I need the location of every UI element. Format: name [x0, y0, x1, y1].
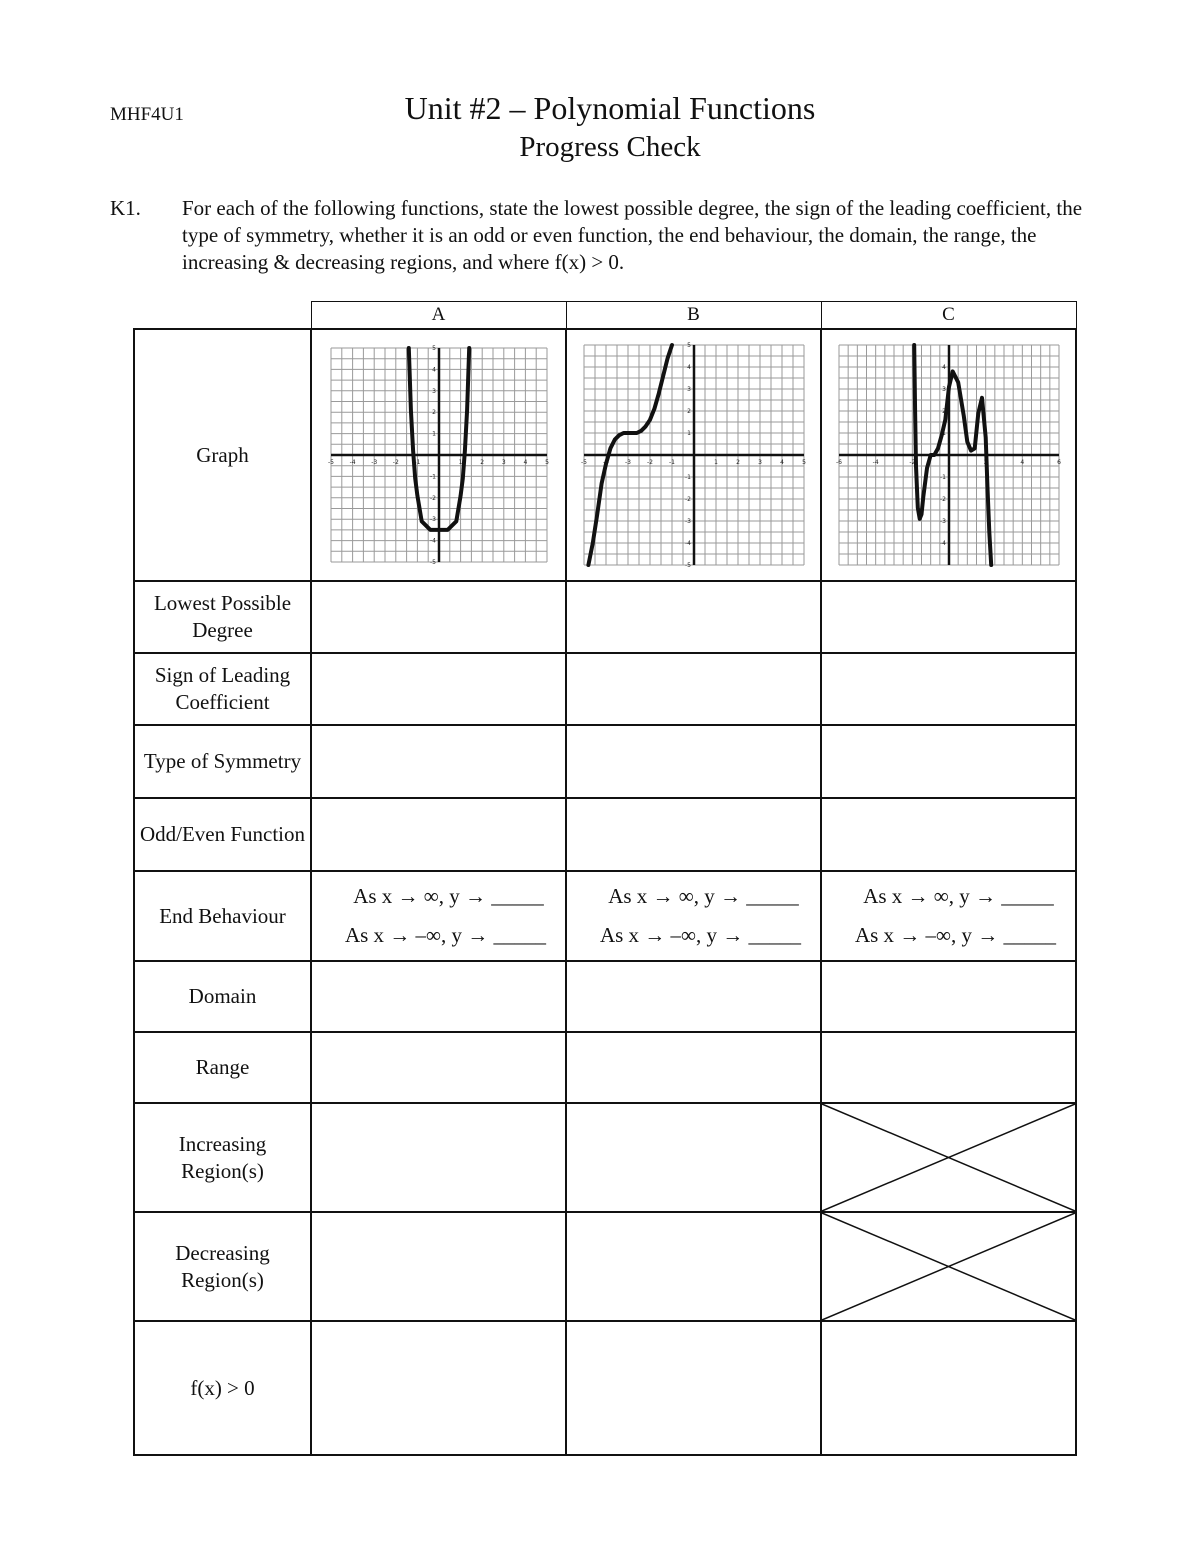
answer-cell[interactable]	[566, 798, 821, 871]
sign-row	[134, 653, 1076, 725]
x-tick-label: 5	[544, 459, 549, 466]
x-tick-label: -5	[327, 459, 334, 466]
x-tick-label: -1	[668, 459, 675, 466]
graph-cell-c	[821, 329, 1076, 581]
increasing-row	[134, 1103, 1076, 1212]
x-tick-label: -3	[370, 459, 377, 466]
course-code: MHF4U1	[110, 104, 184, 125]
x-tick-label: -5	[580, 459, 587, 466]
graph-row	[134, 329, 1076, 581]
answer-cell[interactable]	[566, 1032, 821, 1103]
y-tick-label: 2	[941, 408, 946, 415]
x-tick-label: 3	[757, 459, 762, 466]
answer-cell[interactable]	[311, 961, 566, 1032]
x-tick-label: -4	[872, 459, 879, 466]
column-header-row	[134, 302, 1076, 330]
x-tick-label: 4	[522, 459, 527, 466]
x-tick-label: -1	[413, 459, 420, 466]
question-number: K1.	[110, 196, 141, 220]
answer-table	[133, 301, 1077, 1456]
answer-cell[interactable]	[566, 1103, 821, 1212]
x-tick-label: -2	[646, 459, 653, 466]
end-behaviour-positive: As x → ∞, y → _____	[863, 884, 1054, 908]
row-label-degree: Lowest Possible Degree	[134, 581, 311, 653]
x-tick-label: -4	[349, 459, 356, 466]
row-label-range: Range	[134, 1032, 311, 1103]
crossed-out-cell	[821, 1103, 1076, 1212]
answer-cell[interactable]	[311, 1103, 566, 1212]
y-tick-label: -3	[429, 516, 436, 524]
answer-cell[interactable]	[821, 725, 1076, 798]
row-label-oddeven: Odd/Even Function	[134, 798, 311, 871]
column-header-c: C	[821, 302, 1076, 330]
graph-cell-b	[566, 329, 821, 581]
y-tick-label: 3	[686, 386, 691, 393]
x-tick-label: -3	[624, 459, 631, 466]
oddeven-row	[134, 798, 1076, 871]
y-tick-label: 5	[431, 345, 436, 352]
row-label-positive: f(x) > 0	[134, 1321, 311, 1455]
answer-cell[interactable]	[311, 1321, 566, 1455]
end-behaviour-negative: As x → –∞, y → _____	[599, 923, 802, 947]
answer-cell[interactable]	[566, 961, 821, 1032]
y-tick-label: -1	[684, 474, 691, 481]
graph-b	[578, 339, 810, 571]
x-tick-label: -4	[602, 459, 609, 466]
y-tick-label: 1	[941, 430, 946, 437]
x-tick-label: 4	[1019, 459, 1024, 466]
row-label-domain: Domain	[134, 961, 311, 1032]
answer-cell[interactable]	[311, 653, 566, 725]
y-tick-label: 4	[686, 364, 691, 371]
cross-out-mark	[822, 1213, 1075, 1320]
y-tick-label: -2	[429, 494, 436, 502]
answer-cell[interactable]	[821, 961, 1076, 1032]
y-tick-label: -5	[429, 559, 436, 566]
y-tick-label: -2	[939, 496, 946, 503]
x-tick-label: 4	[779, 459, 784, 466]
answer-cell[interactable]	[566, 1321, 821, 1455]
end-behaviour-negative: As x → –∞, y → _____	[344, 923, 547, 947]
answer-cell[interactable]	[821, 1032, 1076, 1103]
y-tick-label: -5	[684, 562, 691, 569]
answer-cell[interactable]	[566, 725, 821, 798]
x-tick-label: 6	[1056, 459, 1061, 466]
row-label-endbehaviour: End Behaviour	[134, 871, 311, 961]
x-tick-label: -2	[392, 459, 399, 466]
x-tick-label: 3	[501, 459, 506, 466]
graph-a	[325, 342, 553, 568]
decreasing-row	[134, 1212, 1076, 1321]
y-tick-label: 2	[686, 408, 691, 415]
answer-cell[interactable]	[566, 653, 821, 725]
y-tick-label: -4	[939, 540, 946, 547]
y-tick-label: 1	[686, 430, 691, 437]
y-tick-label: 4	[431, 366, 436, 374]
row-label-decreasing: Decreasing Region(s)	[134, 1212, 311, 1321]
answer-cell[interactable]	[311, 1032, 566, 1103]
column-header-a: A	[311, 302, 566, 330]
y-tick-label: 2	[431, 409, 436, 417]
row-label-symmetry: Type of Symmetry	[134, 725, 311, 798]
x-tick-label: 5	[801, 459, 806, 466]
y-tick-label: -2	[684, 496, 691, 503]
answer-cell[interactable]	[821, 581, 1076, 653]
answer-cell[interactable]	[821, 1321, 1076, 1455]
x-tick-label: -6	[835, 459, 842, 466]
x-tick-label: 2	[479, 459, 484, 466]
y-tick-label: -4	[684, 540, 691, 547]
x-tick-label: 1	[713, 459, 718, 466]
end-behaviour-positive: As x → ∞, y → _____	[608, 884, 799, 908]
x-tick-label: 2	[735, 459, 740, 466]
degree-row	[134, 581, 1076, 653]
range-row	[134, 1032, 1076, 1103]
answer-cell[interactable]	[821, 653, 1076, 725]
y-tick-label: 5	[686, 342, 691, 349]
symmetry-row	[134, 725, 1076, 798]
answer-cell[interactable]	[311, 798, 566, 871]
positive-row	[134, 1321, 1076, 1455]
answer-cell[interactable]	[566, 1212, 821, 1321]
answer-cell[interactable]	[311, 725, 566, 798]
row-label-sign: Sign of Leading Coefficient	[134, 653, 311, 725]
x-tick-label: -2	[908, 459, 915, 466]
crossed-out-cell	[821, 1212, 1076, 1321]
row-label-increasing: Increasing Region(s)	[134, 1103, 311, 1212]
y-tick-label: 1	[431, 430, 436, 438]
endbehaviour-row	[134, 871, 1076, 961]
row-label-graph: Graph	[134, 329, 311, 581]
answer-cell[interactable]	[566, 581, 821, 653]
question-text: For each of the following functions, state the lowest possible degree, the sign of the leading coefficient, the type of symmetry, whether it is an odd or even function, the end behaviour, the domain, the range, the increasing & decreasing regions, and where f(x) > 0.	[182, 196, 1083, 274]
column-header-b: B	[566, 302, 821, 330]
y-tick-label: -3	[684, 518, 691, 525]
y-tick-label: 3	[431, 387, 436, 395]
graph-cell-a	[311, 329, 566, 581]
page-subtitle: Progress Check	[519, 131, 701, 163]
y-tick-label: -3	[939, 518, 946, 525]
answer-cell[interactable]	[311, 581, 566, 653]
y-tick-label: 4	[941, 364, 946, 371]
header-corner	[134, 302, 311, 330]
y-tick-label: -1	[429, 473, 436, 481]
end-behaviour-cell-c[interactable]	[821, 871, 1076, 961]
answer-cell[interactable]	[311, 1212, 566, 1321]
x-tick-label: 2	[983, 459, 988, 466]
end-behaviour-cell-a[interactable]	[311, 871, 566, 961]
end-behaviour-positive: As x → ∞, y → _____	[353, 884, 544, 908]
cross-out-mark	[822, 1104, 1075, 1211]
graph-c	[833, 339, 1065, 571]
y-tick-label: -1	[939, 474, 946, 481]
y-tick-label: 3	[941, 386, 946, 393]
x-tick-label: 1	[458, 459, 463, 466]
answer-cell[interactable]	[821, 798, 1076, 871]
end-behaviour-cell-b[interactable]	[566, 871, 821, 961]
page-title: Unit #2 – Polynomial Functions	[404, 90, 816, 126]
domain-row	[134, 961, 1076, 1032]
end-behaviour-negative: As x → –∞, y → _____	[854, 923, 1057, 947]
y-tick-label: -4	[429, 537, 436, 545]
